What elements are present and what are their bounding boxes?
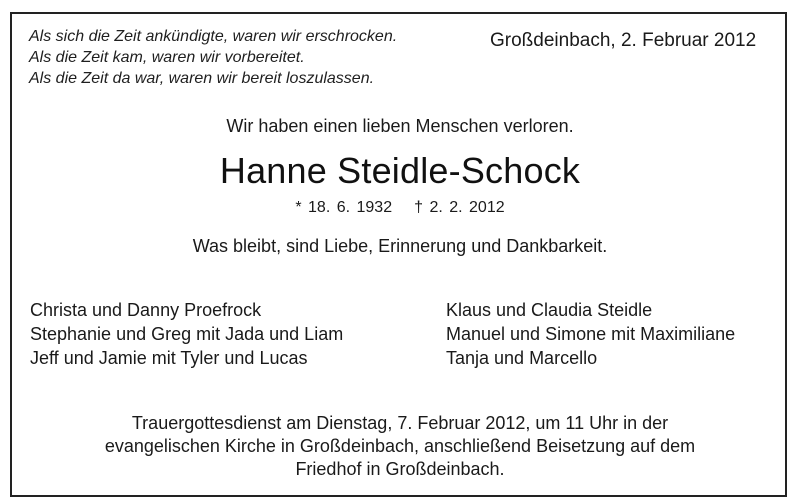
mourner-line: Klaus und Claudia Steidle [446, 300, 653, 320]
motto-line: Als die Zeit da war, waren wir bereit loszulassen. [29, 70, 375, 87]
mourner-line: Tanja und Marcello [446, 348, 598, 368]
mourner-line: Manuel und Simone mit Maximiliane [446, 324, 736, 344]
mourners-right [446, 298, 735, 370]
death-date: † 2. 2. 2012 [414, 199, 505, 216]
mourner-line: Stephanie und Greg mit Jada und Liam [30, 324, 344, 344]
legacy-text: Was bleibt, sind Liebe, Erinnerung und Dankbarkeit. [192, 236, 608, 256]
deceased-name: Hanne Steidle-Schock [219, 150, 581, 191]
mourner-line: Christa und Danny Proefrock [30, 300, 262, 320]
birth-date: * 18. 6. 1932 [295, 199, 393, 216]
service-line: evangelischen Kirche in Großdeinbach, anschließend Beisetzung auf dem [104, 436, 696, 456]
life-dates [0, 199, 800, 217]
motto-line: Als sich die Zeit ankündigte, waren wir erschrocken. [29, 28, 398, 45]
mourners-left [30, 298, 343, 370]
service-line: Trauergottesdienst am Dienstag, 7. Februar 2012, um 11 Uhr in der [131, 413, 669, 433]
motto-verse [29, 26, 397, 89]
place-date: Großdeinbach, 2. Februar 2012 [490, 30, 757, 51]
mourner-line: Jeff und Jamie mit Tyler und Lucas [30, 348, 308, 368]
motto-line: Als die Zeit kam, waren wir vorbereitet. [29, 49, 305, 66]
service-line: Friedhof in Großdeinbach. [295, 459, 505, 479]
service-info [0, 412, 800, 481]
intro-text: Wir haben einen lieben Menschen verloren. [226, 116, 574, 136]
